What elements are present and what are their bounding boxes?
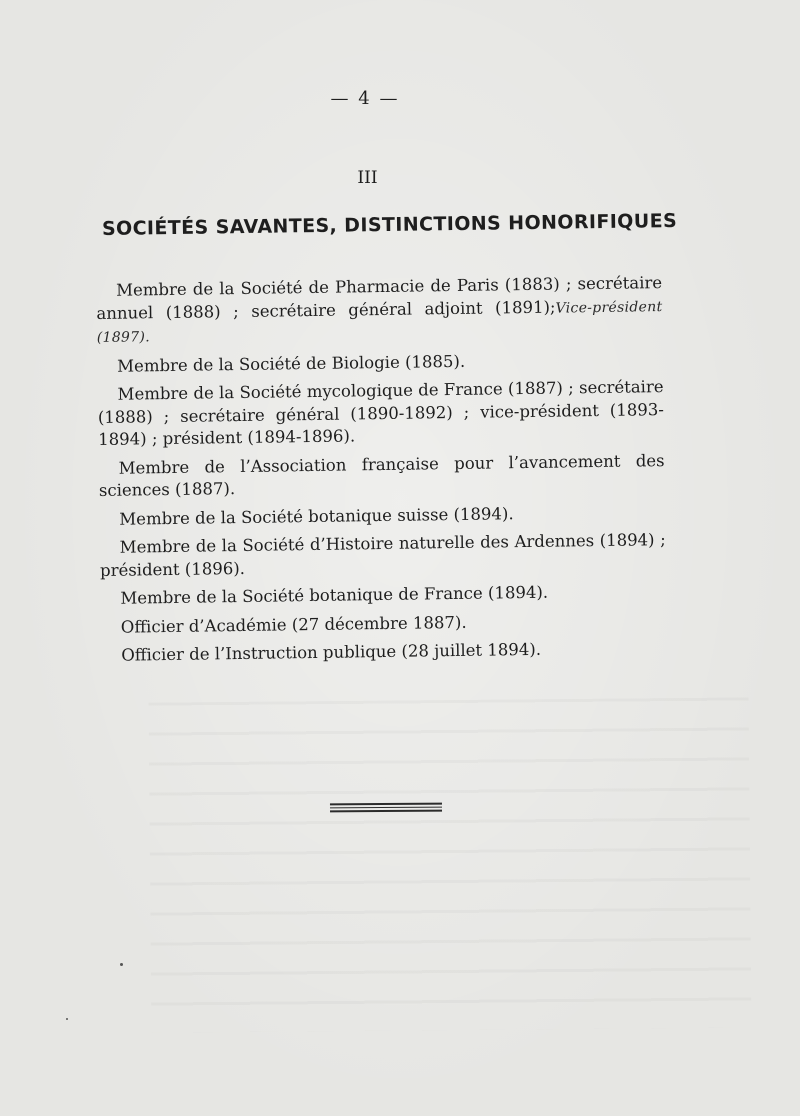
entry-officier-academie: Officier d’Académie (27 décembre 1887). (120, 612, 467, 637)
section-number: III (357, 168, 378, 188)
entry-botanique-france: Membre de la Société botanique de France (1894). (120, 582, 549, 608)
section-heading: SOCIÉTÉS SAVANTES, DISTINCTIONS HONORIFIQUES (101, 209, 678, 240)
entry-mycologique: Membre de la Société mycologique de France (1887) ; secrétaire (1888) ; secrétaire général (1890-1892) ; vice-président (1893-1894) ; président (1894-1896). (97, 377, 664, 449)
entry-association: Membre de l’Association française pour l’avancement des sciences (1887). (98, 450, 665, 500)
entry-biologie: Membre de la Société de Biologie (1885). (117, 351, 466, 376)
entry-botanique-suisse: Membre de la Société botanique suisse (1894). (119, 503, 514, 529)
paper-speck (120, 963, 123, 966)
paper-speck (66, 1018, 68, 1020)
entries-list (96, 272, 667, 673)
entry-instruction-publique: Officier de l’Instruction publique (28 juillet 1894). (121, 639, 542, 665)
handwritten-annotation: Vice-président (1897). (96, 298, 663, 346)
entry-pharmacie (96, 272, 663, 349)
entry-text: Membre de la Société de Pharmacie de Paris (1883) ; secrétaire annuel (1888) ; secrétaire général adjoint (1891); (96, 273, 663, 323)
closing-rule (330, 803, 442, 814)
entry-ardennes: Membre de la Société d’Histoire naturelle des Ardennes (1894) ; président (1896). (99, 530, 666, 580)
bleed-through-texture (149, 697, 752, 1032)
page-number: — 4 — (330, 88, 400, 109)
